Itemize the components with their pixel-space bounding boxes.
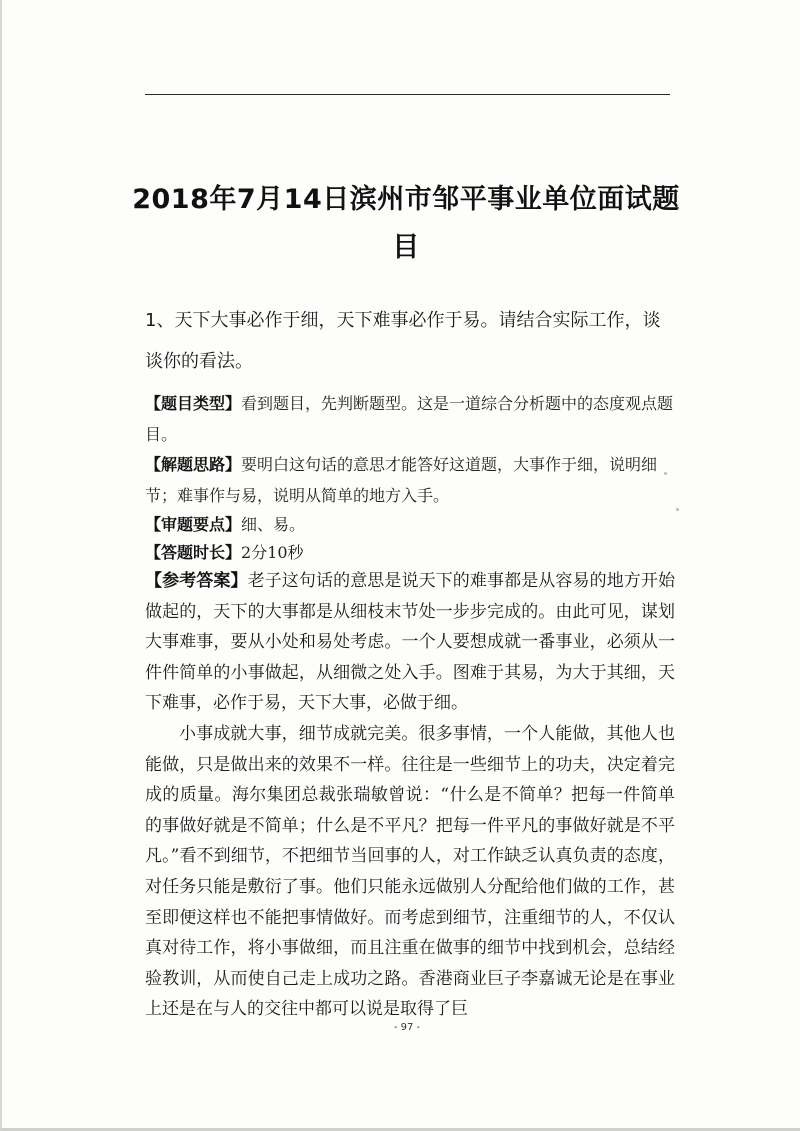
section-label: 【答题时长】	[145, 543, 242, 562]
header-rule	[145, 94, 670, 95]
section-approach	[145, 449, 675, 511]
answer-paragraph: 小事成就大事，细节成就完美。很多事情，一个人能做，其他人也能做，只是做出来的效果不一样。往往是一些细节上的功夫，决定着完成的质量。海尔集团总裁张瑞敏曾说：“什么是不简单？把每一件简单的事做好就是不简单；什么是不平凡？把每一件平凡的事做好就是不平凡。”看不到细节，不把细节当回事的人，对工作缺乏认真负责的态度，对任务只能是敷衍了事。他们只能永远做别人分配给他们做的工作，甚至即便这样也不能把事情做好。而考虑到细节，注重细节的人，不仅认真对待工作，将小事做细，而且注重在做事的细节中找到机会，总结经验教训，从而使自己走上成功之路。香港商业巨子李嘉诚无论是在事业上还是在与人的交往中都可以说是取得了巨	[145, 723, 675, 1020]
section-text: 要明白这句话的意思才能答好这道题，大事作于细，说明细节；难事作与易，说明从简单的地方入手。	[145, 455, 658, 505]
question-text: 1、天下大事必作于细，天下难事必作于易。请结合实际工作，谈谈你的看法。	[145, 310, 661, 372]
scan-speck	[664, 472, 667, 475]
section-label: 【审题要点】	[145, 515, 242, 534]
section-question-type	[145, 388, 675, 450]
page-number: - 97 -	[393, 1022, 421, 1033]
section-label: 【参考答案】	[145, 571, 248, 591]
section-label: 【解题思路】	[145, 455, 242, 474]
section-text: 细、易。	[241, 515, 306, 534]
answer-paragraph	[145, 566, 675, 719]
answer-text: 老子这句话的意思是说天下的难事都是从容易的地方开始做起的，天下的大事都是从细枝末节处一步步完成的。由此可见，谋划大事难事，要从小处和易处考虑。一个人要想成就一番事业，必须从一件件简单的小事做起，从细微之处入手。图难于其易，为大于其细，天下难事，必作于易，天下大事，必做于细。	[145, 571, 676, 714]
page-title: 2018年7月14日滨州市邹平事业单位面试题目	[132, 184, 680, 263]
reference-answer	[145, 566, 675, 1025]
section-text: 2分10秒	[241, 543, 304, 562]
section-text: 看到题目，先判断题型。这是一道综合分析题中的态度观点题目。	[145, 394, 674, 444]
section-label: 【题目类型】	[145, 394, 242, 413]
section-key-points	[145, 509, 675, 540]
scan-speck	[676, 508, 679, 511]
section-duration	[145, 537, 675, 568]
